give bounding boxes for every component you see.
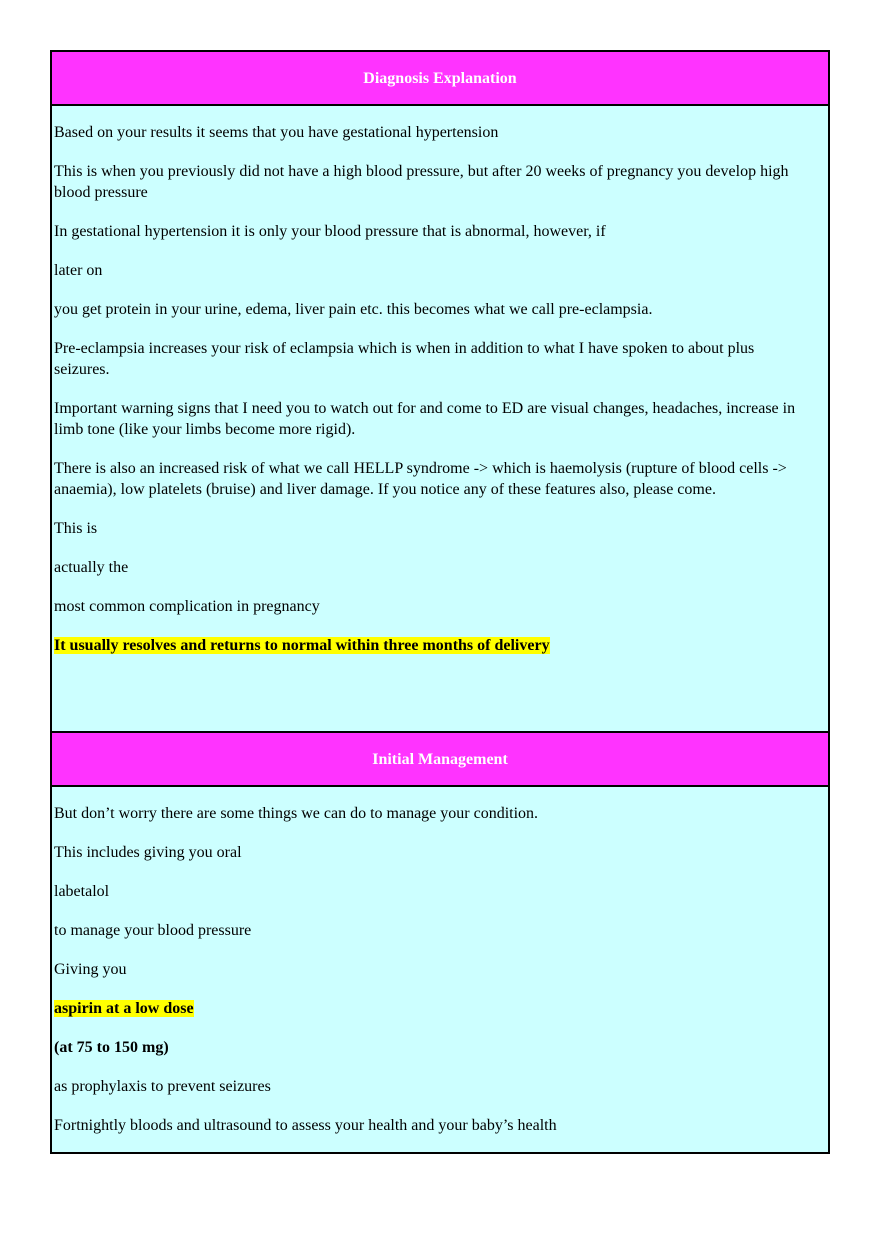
diagnosis-body xyxy=(52,106,828,733)
management-highlight-paragraph xyxy=(54,998,826,1019)
management-body xyxy=(52,787,828,1152)
management-paragraph-5: Giving you xyxy=(54,961,127,978)
diagnosis-header xyxy=(52,52,828,106)
diagnosis-paragraph-6: Pre-eclampsia increases your risk of eclampsia which is when in addition to what I have spoken to about plus seizures. xyxy=(54,340,755,378)
diagnosis-title: Diagnosis Explanation xyxy=(363,70,517,87)
diagnosis-paragraph-2: This is when you previously did not have a high blood pressure, but after 20 weeks of pregnancy you develop high blood pressure xyxy=(54,163,789,201)
management-header xyxy=(52,733,828,787)
diagnosis-paragraph-3: In gestational hypertension it is only your blood pressure that is abnormal, however, if xyxy=(54,223,606,240)
diagnosis-paragraph-9: This is xyxy=(54,520,98,537)
management-paragraph-1: But don’t worry there are some things we can do to manage your condition. xyxy=(54,805,539,822)
management-paragraph-8: as prophylaxis to prevent seizures xyxy=(54,1078,271,1095)
management-paragraph-3: labetalol xyxy=(54,883,110,900)
management-title: Initial Management xyxy=(372,751,508,768)
management-paragraph-4: to manage your blood pressure xyxy=(54,922,252,939)
management-paragraph-9: Fortnightly bloods and ultrasound to assess your health and your baby’s health xyxy=(54,1117,557,1134)
management-dose-paragraph: (at 75 to 150 mg) xyxy=(54,1039,169,1056)
diagnosis-paragraph-10: actually the xyxy=(54,559,129,576)
management-highlight-text: aspirin at a low dose xyxy=(54,1000,194,1017)
diagnosis-highlight-paragraph xyxy=(54,635,826,656)
management-paragraph-2: This includes giving you oral xyxy=(54,844,242,861)
document-table xyxy=(50,50,830,1154)
diagnosis-paragraph-11: most common complication in pregnancy xyxy=(54,598,320,615)
diagnosis-paragraph-5: you get protein in your urine, edema, liver pain etc. this becomes what we call pre-eclampsia. xyxy=(54,301,653,318)
diagnosis-paragraph-1: Based on your results it seems that you have gestational hypertension xyxy=(54,124,499,141)
diagnosis-paragraph-8: There is also an increased risk of what we call HELLP syndrome -> which is haemolysis (rupture of blood cells -> anaemia), low platelets (bruise) and liver damage. If you notice any of these features also, please come. xyxy=(54,460,787,498)
diagnosis-paragraph-7: Important warning signs that I need you to watch out for and come to ED are visual changes, headaches, increase in limb tone (like your limbs become more rigid). xyxy=(54,400,796,438)
diagnosis-paragraph-4: later on xyxy=(54,262,103,279)
diagnosis-highlight-text: It usually resolves and returns to normal within three months of delivery xyxy=(54,637,550,654)
